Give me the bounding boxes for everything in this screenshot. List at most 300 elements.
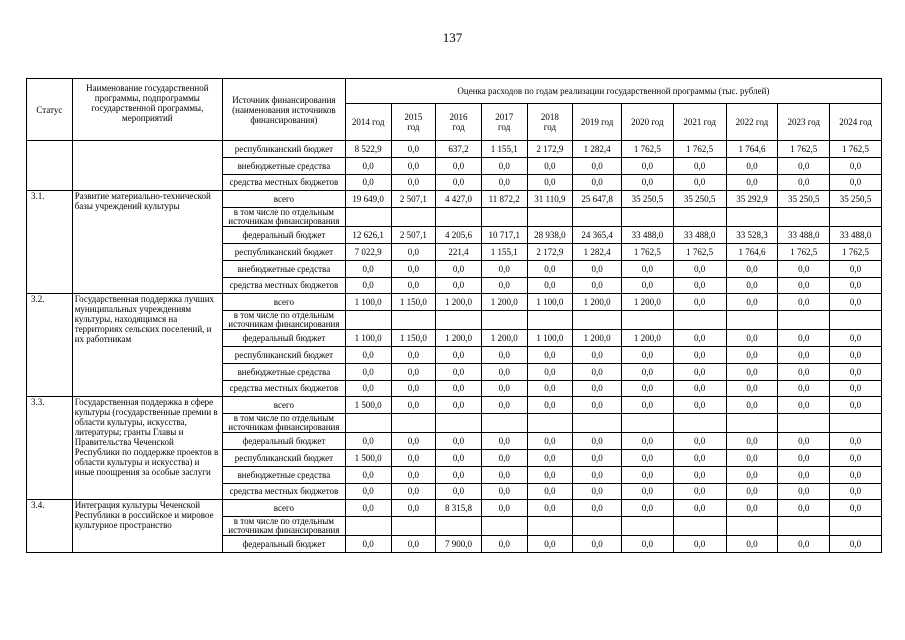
row-value: 0,0 bbox=[621, 277, 673, 294]
row-value: 0,0 bbox=[621, 157, 673, 174]
row-value: 0,0 bbox=[830, 449, 882, 466]
row-value: 0,0 bbox=[391, 380, 436, 397]
row-value: 0,0 bbox=[436, 449, 482, 466]
row-value: 33 488,0 bbox=[830, 227, 882, 244]
row-value: 1 200,0 bbox=[573, 294, 622, 311]
row-value: 0,0 bbox=[527, 277, 573, 294]
row-value: 0,0 bbox=[391, 500, 436, 517]
row-value: 0,0 bbox=[573, 174, 622, 191]
row-value: 0,0 bbox=[436, 260, 482, 277]
row-value: 0,0 bbox=[527, 449, 573, 466]
row-value: 0,0 bbox=[621, 433, 673, 450]
row-value: 1 100,0 bbox=[527, 330, 573, 347]
row-funding-source: республиканский бюджет bbox=[222, 141, 345, 158]
row-value bbox=[621, 311, 673, 330]
row-value: 0,0 bbox=[391, 243, 436, 260]
row-funding-source: всего bbox=[222, 500, 345, 517]
row-value: 33 488,0 bbox=[673, 227, 726, 244]
row-value: 0,0 bbox=[573, 277, 622, 294]
row-status: 3.2. bbox=[27, 294, 73, 397]
row-value bbox=[621, 208, 673, 227]
row-value: 1 150,0 bbox=[391, 294, 436, 311]
row-value bbox=[673, 311, 726, 330]
row-funding-source: в том числе по отдельным источникам финансирования bbox=[222, 517, 345, 536]
row-funding-source: республиканский бюджет bbox=[222, 449, 345, 466]
row-value: 0,0 bbox=[830, 294, 882, 311]
row-value: 0,0 bbox=[481, 483, 527, 500]
row-value: 0,0 bbox=[527, 466, 573, 483]
row-value: 1 150,0 bbox=[391, 330, 436, 347]
row-value: 0,0 bbox=[573, 466, 622, 483]
header-year: 2024 год bbox=[830, 104, 882, 141]
row-value: 0,0 bbox=[830, 380, 882, 397]
row-value: 0,0 bbox=[391, 536, 436, 553]
row-value bbox=[830, 414, 882, 433]
row-value: 0,0 bbox=[436, 380, 482, 397]
row-value: 0,0 bbox=[778, 536, 830, 553]
row-value: 1 155,1 bbox=[481, 243, 527, 260]
budget-table bbox=[26, 78, 882, 553]
row-program-name: Интеграция культуры Чеченской Республики в российское и мировое культурное пространство bbox=[72, 500, 222, 553]
row-value: 0,0 bbox=[345, 500, 391, 517]
row-value: 0,0 bbox=[481, 157, 527, 174]
row-value: 19 649,0 bbox=[345, 191, 391, 208]
row-value: 35 250,5 bbox=[778, 191, 830, 208]
row-value: 0,0 bbox=[621, 260, 673, 277]
row-value: 0,0 bbox=[673, 433, 726, 450]
row-value: 0,0 bbox=[726, 346, 778, 363]
row-value: 0,0 bbox=[527, 346, 573, 363]
row-value: 0,0 bbox=[778, 157, 830, 174]
row-value: 35 250,5 bbox=[621, 191, 673, 208]
row-value: 0,0 bbox=[830, 483, 882, 500]
row-value: 0,0 bbox=[726, 277, 778, 294]
row-value: 1 100,0 bbox=[345, 330, 391, 347]
row-value: 0,0 bbox=[726, 483, 778, 500]
row-value: 0,0 bbox=[345, 277, 391, 294]
row-value: 8 315,8 bbox=[436, 500, 482, 517]
row-value: 0,0 bbox=[726, 536, 778, 553]
row-value: 0,0 bbox=[345, 260, 391, 277]
row-value: 0,0 bbox=[673, 260, 726, 277]
row-value: 637,2 bbox=[436, 141, 482, 158]
row-value: 0,0 bbox=[527, 397, 573, 414]
row-value: 0,0 bbox=[391, 397, 436, 414]
row-value: 0,0 bbox=[345, 363, 391, 380]
row-value: 0,0 bbox=[345, 346, 391, 363]
row-value: 1 200,0 bbox=[436, 294, 482, 311]
row-funding-source: внебюджетные средства bbox=[222, 466, 345, 483]
header-year: 2022 год bbox=[726, 104, 778, 141]
row-value: 0,0 bbox=[527, 500, 573, 517]
row-value: 1 762,5 bbox=[830, 243, 882, 260]
row-value: 0,0 bbox=[673, 466, 726, 483]
row-value: 0,0 bbox=[481, 346, 527, 363]
row-value: 0,0 bbox=[345, 536, 391, 553]
row-value bbox=[830, 311, 882, 330]
row-value: 0,0 bbox=[778, 174, 830, 191]
row-value: 1 282,4 bbox=[573, 141, 622, 158]
row-value bbox=[673, 517, 726, 536]
row-value bbox=[573, 414, 622, 433]
row-value: 35 250,5 bbox=[673, 191, 726, 208]
row-value: 0,0 bbox=[726, 330, 778, 347]
row-value: 0,0 bbox=[726, 466, 778, 483]
row-value bbox=[345, 311, 391, 330]
row-program-name: Государственная поддержка в сфере культуры (государственные премии в области культуры, искусства, литературы; гранты Главы и Правительства Чеченской Республики по поддержке проектов в области культуры и искусства) и иные поощрения за особые заслуги bbox=[72, 397, 222, 500]
row-value bbox=[527, 311, 573, 330]
row-funding-source: федеральный бюджет bbox=[222, 433, 345, 450]
row-value: 0,0 bbox=[481, 536, 527, 553]
row-value: 0,0 bbox=[391, 483, 436, 500]
row-value: 7 022,9 bbox=[345, 243, 391, 260]
row-value: 0,0 bbox=[527, 380, 573, 397]
row-value bbox=[481, 208, 527, 227]
table-row bbox=[27, 141, 882, 158]
row-value: 1 762,5 bbox=[778, 141, 830, 158]
row-value: 0,0 bbox=[481, 363, 527, 380]
row-value bbox=[481, 311, 527, 330]
row-funding-source: федеральный бюджет bbox=[222, 227, 345, 244]
row-value: 0,0 bbox=[391, 449, 436, 466]
row-value: 1 200,0 bbox=[573, 330, 622, 347]
row-status: 3.3. bbox=[27, 397, 73, 500]
row-value: 0,0 bbox=[673, 330, 726, 347]
row-value bbox=[391, 414, 436, 433]
row-value bbox=[436, 517, 482, 536]
row-funding-source: внебюджетные средства bbox=[222, 260, 345, 277]
row-value: 35 250,5 bbox=[830, 191, 882, 208]
row-value: 1 500,0 bbox=[345, 449, 391, 466]
row-value: 0,0 bbox=[778, 363, 830, 380]
row-funding-source: в том числе по отдельным источникам финансирования bbox=[222, 414, 345, 433]
row-value: 1 500,0 bbox=[345, 397, 391, 414]
row-value: 0,0 bbox=[573, 397, 622, 414]
row-value bbox=[345, 208, 391, 227]
row-value: 33 528,3 bbox=[726, 227, 778, 244]
row-value bbox=[391, 517, 436, 536]
row-value: 0,0 bbox=[830, 330, 882, 347]
row-program-name: Государственная поддержка лучших муниципальных учреждениям культуры, находящимся на территориях сельских поселений, и их работникам bbox=[72, 294, 222, 397]
row-value: 12 626,1 bbox=[345, 227, 391, 244]
row-value: 0,0 bbox=[573, 449, 622, 466]
row-value bbox=[830, 517, 882, 536]
row-funding-source: в том числе по отдельным источникам финансирования bbox=[222, 311, 345, 330]
row-value: 0,0 bbox=[726, 294, 778, 311]
header-estimate: Оценка расходов по годам реализации государственной программы (тыс. рублей) bbox=[345, 79, 881, 104]
row-value bbox=[391, 311, 436, 330]
row-value: 0,0 bbox=[527, 433, 573, 450]
row-value: 0,0 bbox=[481, 449, 527, 466]
row-value: 1 762,5 bbox=[778, 243, 830, 260]
row-value: 0,0 bbox=[726, 449, 778, 466]
row-value bbox=[778, 208, 830, 227]
row-value: 0,0 bbox=[830, 260, 882, 277]
row-funding-source: внебюджетные средства bbox=[222, 363, 345, 380]
row-value: 25 647,8 bbox=[573, 191, 622, 208]
row-value: 0,0 bbox=[391, 466, 436, 483]
row-value bbox=[830, 208, 882, 227]
row-status: 3.4. bbox=[27, 500, 73, 553]
row-value bbox=[621, 517, 673, 536]
row-value: 0,0 bbox=[830, 433, 882, 450]
row-value: 0,0 bbox=[527, 174, 573, 191]
row-value: 0,0 bbox=[830, 536, 882, 553]
row-funding-source: всего bbox=[222, 397, 345, 414]
row-value bbox=[573, 208, 622, 227]
row-value: 0,0 bbox=[391, 260, 436, 277]
row-value: 0,0 bbox=[830, 466, 882, 483]
row-value: 0,0 bbox=[621, 500, 673, 517]
row-value: 0,0 bbox=[673, 346, 726, 363]
row-value: 0,0 bbox=[673, 500, 726, 517]
row-value: 0,0 bbox=[391, 363, 436, 380]
row-value: 0,0 bbox=[830, 346, 882, 363]
row-funding-source: федеральный бюджет bbox=[222, 536, 345, 553]
row-value: 0,0 bbox=[778, 294, 830, 311]
row-value bbox=[573, 311, 622, 330]
row-value: 0,0 bbox=[481, 500, 527, 517]
row-value: 0,0 bbox=[527, 260, 573, 277]
row-value: 0,0 bbox=[436, 346, 482, 363]
row-funding-source: республиканский бюджет bbox=[222, 243, 345, 260]
row-value: 0,0 bbox=[481, 380, 527, 397]
row-program-name: Развитие материально-технической базы учреждений культуры bbox=[72, 191, 222, 294]
row-value: 0,0 bbox=[481, 397, 527, 414]
row-value: 0,0 bbox=[778, 433, 830, 450]
row-value bbox=[527, 414, 573, 433]
row-value: 0,0 bbox=[673, 380, 726, 397]
row-value: 2 172,9 bbox=[527, 243, 573, 260]
row-value: 0,0 bbox=[778, 260, 830, 277]
row-value: 0,0 bbox=[621, 536, 673, 553]
row-value: 35 292,9 bbox=[726, 191, 778, 208]
row-value: 1 762,5 bbox=[621, 141, 673, 158]
header-status: Статус bbox=[27, 79, 73, 141]
row-value: 0,0 bbox=[527, 157, 573, 174]
row-value: 0,0 bbox=[573, 500, 622, 517]
row-value: 0,0 bbox=[726, 174, 778, 191]
row-status bbox=[27, 141, 73, 191]
row-value: 0,0 bbox=[726, 500, 778, 517]
row-value: 0,0 bbox=[673, 174, 726, 191]
row-value: 1 200,0 bbox=[481, 330, 527, 347]
row-value: 0,0 bbox=[621, 449, 673, 466]
row-status: 3.1. bbox=[27, 191, 73, 294]
row-value: 0,0 bbox=[673, 449, 726, 466]
row-value bbox=[673, 414, 726, 433]
header-year: 2015 год bbox=[391, 104, 436, 141]
table-body bbox=[27, 141, 882, 553]
row-value bbox=[436, 414, 482, 433]
row-value: 33 488,0 bbox=[621, 227, 673, 244]
row-value: 1 200,0 bbox=[621, 330, 673, 347]
row-value: 4 427,0 bbox=[436, 191, 482, 208]
row-value: 0,0 bbox=[778, 500, 830, 517]
row-value bbox=[345, 517, 391, 536]
row-value: 0,0 bbox=[778, 397, 830, 414]
row-value: 0,0 bbox=[726, 433, 778, 450]
row-value: 0,0 bbox=[726, 260, 778, 277]
row-value: 0,0 bbox=[391, 157, 436, 174]
row-value: 0,0 bbox=[573, 380, 622, 397]
row-value: 0,0 bbox=[481, 277, 527, 294]
row-value: 0,0 bbox=[573, 483, 622, 500]
row-value: 0,0 bbox=[673, 397, 726, 414]
row-value: 1 200,0 bbox=[481, 294, 527, 311]
page-number: 137 bbox=[442, 30, 463, 45]
row-value: 0,0 bbox=[778, 466, 830, 483]
row-value: 33 488,0 bbox=[778, 227, 830, 244]
row-value: 24 365,4 bbox=[573, 227, 622, 244]
row-value: 2 507,1 bbox=[391, 191, 436, 208]
row-value: 0,0 bbox=[573, 433, 622, 450]
row-funding-source: средства местных бюджетов bbox=[222, 483, 345, 500]
row-value: 0,0 bbox=[436, 433, 482, 450]
row-value bbox=[726, 414, 778, 433]
row-value bbox=[621, 414, 673, 433]
row-program-name bbox=[72, 141, 222, 191]
row-value: 0,0 bbox=[673, 157, 726, 174]
row-value: 0,0 bbox=[481, 466, 527, 483]
row-value: 0,0 bbox=[621, 466, 673, 483]
row-value: 1 100,0 bbox=[527, 294, 573, 311]
row-funding-source: всего bbox=[222, 294, 345, 311]
header-year: 2014 год bbox=[345, 104, 391, 141]
row-value bbox=[778, 517, 830, 536]
row-value: 0,0 bbox=[778, 483, 830, 500]
row-value: 0,0 bbox=[673, 363, 726, 380]
row-value: 0,0 bbox=[830, 277, 882, 294]
row-value: 0,0 bbox=[573, 536, 622, 553]
header-year: 2016 год bbox=[436, 104, 482, 141]
row-value: 0,0 bbox=[778, 346, 830, 363]
row-funding-source: средства местных бюджетов bbox=[222, 277, 345, 294]
header-source: Источник финансирования (наименования источников финансирования) bbox=[222, 79, 345, 141]
row-value: 0,0 bbox=[345, 483, 391, 500]
header-name: Наименование государственной программы, подпрограммы государственной программы, мероприятий bbox=[72, 79, 222, 141]
row-value: 0,0 bbox=[726, 363, 778, 380]
row-value: 0,0 bbox=[778, 330, 830, 347]
row-value: 0,0 bbox=[778, 380, 830, 397]
header-year: 2018 год bbox=[527, 104, 573, 141]
row-value: 0,0 bbox=[436, 363, 482, 380]
row-value: 0,0 bbox=[830, 363, 882, 380]
row-value: 0,0 bbox=[391, 433, 436, 450]
row-value: 0,0 bbox=[726, 380, 778, 397]
row-value bbox=[391, 208, 436, 227]
row-value bbox=[573, 517, 622, 536]
row-value: 0,0 bbox=[481, 174, 527, 191]
row-funding-source: средства местных бюджетов bbox=[222, 380, 345, 397]
row-value: 28 938,0 bbox=[527, 227, 573, 244]
row-value: 0,0 bbox=[830, 157, 882, 174]
row-funding-source: средства местных бюджетов bbox=[222, 174, 345, 191]
row-value: 0,0 bbox=[345, 433, 391, 450]
row-value: 1 764,6 bbox=[726, 141, 778, 158]
row-value: 0,0 bbox=[778, 449, 830, 466]
row-value: 31 110,9 bbox=[527, 191, 573, 208]
row-funding-source: всего bbox=[222, 191, 345, 208]
row-value: 0,0 bbox=[621, 397, 673, 414]
row-value bbox=[778, 414, 830, 433]
row-value: 1 762,5 bbox=[830, 141, 882, 158]
row-value: 0,0 bbox=[621, 346, 673, 363]
row-value bbox=[481, 414, 527, 433]
row-value bbox=[778, 311, 830, 330]
row-value: 0,0 bbox=[391, 346, 436, 363]
row-value: 0,0 bbox=[573, 260, 622, 277]
row-value bbox=[527, 208, 573, 227]
row-value: 0,0 bbox=[673, 536, 726, 553]
row-funding-source: республиканский бюджет bbox=[222, 346, 345, 363]
row-value: 0,0 bbox=[436, 277, 482, 294]
row-value: 8 522,9 bbox=[345, 141, 391, 158]
row-value: 1 100,0 bbox=[345, 294, 391, 311]
header-year: 2017 год bbox=[481, 104, 527, 141]
row-value: 1 764,6 bbox=[726, 243, 778, 260]
row-value: 0,0 bbox=[830, 397, 882, 414]
row-value bbox=[726, 517, 778, 536]
row-value bbox=[436, 208, 482, 227]
row-value bbox=[345, 414, 391, 433]
row-value: 1 282,4 bbox=[573, 243, 622, 260]
row-value: 0,0 bbox=[391, 174, 436, 191]
row-value: 1 762,5 bbox=[673, 141, 726, 158]
row-value bbox=[726, 311, 778, 330]
row-value: 0,0 bbox=[436, 483, 482, 500]
row-funding-source: в том числе по отдельным источникам финансирования bbox=[222, 208, 345, 227]
row-value: 0,0 bbox=[527, 483, 573, 500]
row-value: 0,0 bbox=[673, 277, 726, 294]
header-year: 2023 год bbox=[778, 104, 830, 141]
row-value: 4 205,6 bbox=[436, 227, 482, 244]
row-value: 0,0 bbox=[345, 157, 391, 174]
row-value: 221,4 bbox=[436, 243, 482, 260]
row-value: 1 200,0 bbox=[621, 294, 673, 311]
row-value bbox=[436, 311, 482, 330]
row-value bbox=[481, 517, 527, 536]
row-value bbox=[673, 208, 726, 227]
header-year: 2020 год bbox=[621, 104, 673, 141]
row-value: 0,0 bbox=[830, 174, 882, 191]
row-value: 0,0 bbox=[436, 157, 482, 174]
row-value: 0,0 bbox=[573, 346, 622, 363]
row-value: 1 200,0 bbox=[436, 330, 482, 347]
row-value: 0,0 bbox=[573, 157, 622, 174]
row-value: 0,0 bbox=[621, 174, 673, 191]
row-value: 0,0 bbox=[726, 157, 778, 174]
row-value: 0,0 bbox=[391, 277, 436, 294]
row-value bbox=[726, 208, 778, 227]
row-value: 0,0 bbox=[621, 483, 673, 500]
row-value: 1 762,5 bbox=[621, 243, 673, 260]
row-value: 0,0 bbox=[830, 500, 882, 517]
row-value: 0,0 bbox=[527, 363, 573, 380]
table-row bbox=[27, 397, 882, 414]
row-value: 1 762,5 bbox=[673, 243, 726, 260]
row-value: 0,0 bbox=[673, 294, 726, 311]
row-value: 0,0 bbox=[436, 174, 482, 191]
row-value: 0,0 bbox=[726, 397, 778, 414]
row-value: 0,0 bbox=[345, 466, 391, 483]
row-value bbox=[527, 517, 573, 536]
row-value: 0,0 bbox=[527, 536, 573, 553]
row-value: 0,0 bbox=[391, 141, 436, 158]
row-funding-source: внебюджетные средства bbox=[222, 157, 345, 174]
table-row bbox=[27, 191, 882, 208]
row-value: 0,0 bbox=[345, 380, 391, 397]
